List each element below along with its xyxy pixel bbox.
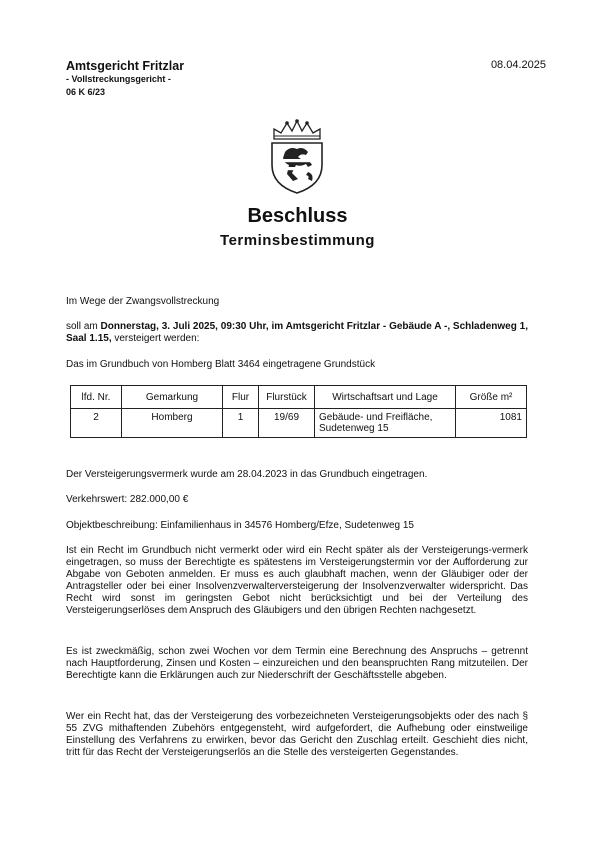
- case-number: 06 K 6/23: [66, 87, 106, 97]
- auction-date-location: Donnerstag, 3. Juli 2025, 09:30 Uhr, im Amtsgericht Fritzlar - Gebäude A -, Schladenweg 1, Saal 1.15,: [66, 321, 528, 344]
- register-note: Der Versteigerungsvermerk wurde am 28.04.2023 in das Grundbuch eingetragen.: [66, 469, 428, 480]
- table-cell: 1081: [456, 409, 527, 438]
- property-table: [70, 385, 527, 438]
- property-intro: Das im Grundbuch von Homberg Blatt 3464 eingetragene Grundstück: [66, 359, 376, 370]
- auction-tail: versteigert werden:: [111, 333, 200, 344]
- table-cell: Homberg: [122, 409, 223, 438]
- document-date: 08.04.2025: [490, 59, 546, 71]
- table-cell: Gebäude- und Freifläche, Sudetenweg 15: [315, 409, 456, 438]
- table-row: [71, 409, 527, 438]
- column-header: Wirtschaftsart und Lage: [315, 386, 456, 409]
- table-cell: 1: [223, 409, 259, 438]
- column-header: Gemarkung: [122, 386, 223, 409]
- column-header: lfd. Nr.: [71, 386, 122, 409]
- column-header: Flur: [223, 386, 259, 409]
- table-cell: 19/69: [259, 409, 315, 438]
- objection-paragraph: Wer ein Recht hat, das der Versteigerung des vorbezeichneten Versteigerungsobjekts oder des nach § 55 ZVG mithaftenden Zubehörs entgegensteht, wird aufgefordert, die Aufhebung oder einstweilige Einstellung des Verfahrens zu erwirken, bevor das Gericht den Zuschlag erteilt. Geschieht dies nicht, tritt für das Recht der Versteigerungserlös an die Stelle des versteigerten Gegenstandes.: [66, 711, 528, 758]
- intro-text: Im Wege der Zwangsvollstreckung: [66, 296, 220, 307]
- table-cell: 2: [71, 409, 122, 438]
- market-value: Verkehrswert: 282.000,00 €: [66, 494, 189, 505]
- court-name: Amtsgericht Fritzlar: [66, 59, 185, 73]
- rights-paragraph: Ist ein Recht im Grundbuch nicht vermerkt oder wird ein Recht später als der Versteigerungs-vermerk eingetragen, so muss der Berechtigte es spätestens im Versteigerungstermin vor der Aufforderung zur Abgabe von Geboten anmelden. Er muss es auch glaubhaft machen, wenn der Gläubiger oder der Antragsteller oder bei einer Insolvenzverwalterversteigerung der Insolvenzverwalter widerspricht. Das Recht wird sonst im geringsten Gebot nicht berücksichtigt und bei der Verteilung des Versteigerungserlöses dem Anspruch des Gläubigers und den übrigen Rechten nachgesetzt.: [66, 545, 528, 616]
- table-header-row: [71, 386, 527, 409]
- auction-date-paragraph: [66, 321, 528, 345]
- column-header: Größe m²: [456, 386, 527, 409]
- auction-lead: soll am: [66, 321, 101, 332]
- object-description: Objektbeschreibung: Einfamilienhaus in 34576 Homberg/Efze, Sudetenweg 15: [66, 520, 414, 531]
- court-division: - Vollstreckungsgericht -: [66, 74, 171, 84]
- document-subtitle: Terminsbestimmung: [220, 232, 375, 249]
- column-header: Flurstück: [259, 386, 315, 409]
- document-title: Beschluss: [247, 205, 348, 227]
- claim-paragraph: Es ist zweckmäßig, schon zwei Wochen vor dem Termin eine Berechnung des Anspruchs – getrennt nach Hauptforderung, Zinsen und Kosten – einzureichen und den beanspruchten Rang mitzuteilen. Der Berechtigte kann die Erklärungen auch zur Niederschrift der Geschäftsstelle abgeben.: [66, 646, 528, 681]
- coat-of-arms-icon: [268, 119, 326, 194]
